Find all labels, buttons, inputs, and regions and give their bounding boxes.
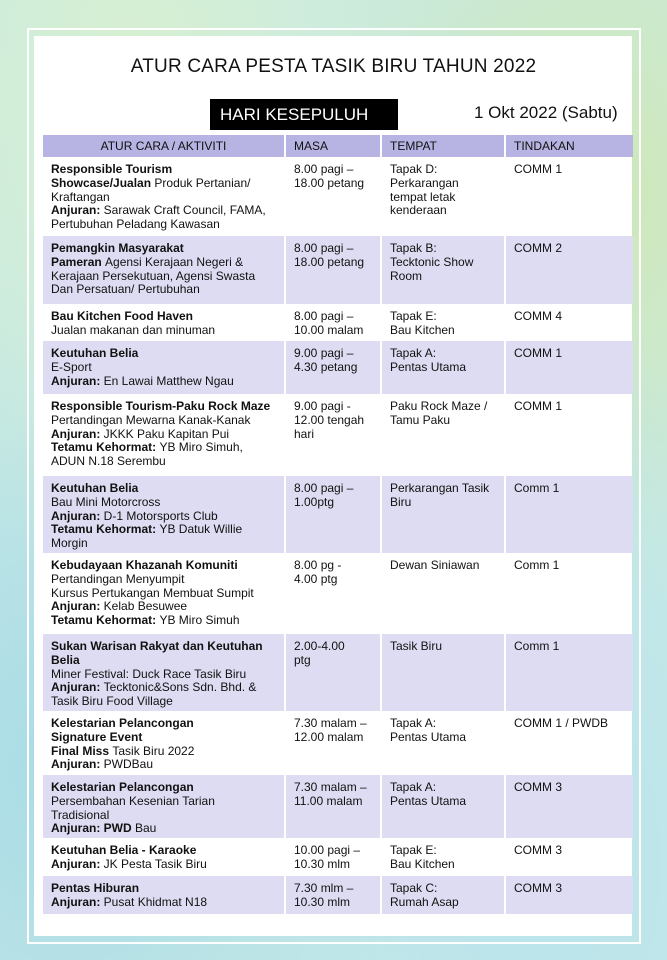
activity-label-bold: Keutuhan Belia: [51, 346, 139, 360]
place-cell: [380, 876, 504, 914]
activity-label-bold: Anjuran:: [51, 599, 104, 614]
activity-line: [51, 204, 276, 218]
time-line: 4.00 ptg: [294, 571, 338, 586]
activity-label-bold: Showcase/Jualan: [51, 175, 155, 190]
activity-text: JK Pesta Tasik Biru: [103, 856, 207, 871]
table-header: [43, 135, 633, 157]
activity-text: Bau: [135, 821, 157, 836]
time-line: 9.00 pagi –: [294, 346, 354, 360]
action-cell: [504, 711, 633, 775]
activity-line: [51, 375, 276, 389]
time-line: 1.00ptg: [294, 494, 335, 509]
activity-cell: [43, 711, 284, 775]
action-cell: [504, 157, 633, 236]
activity-cell: [43, 634, 284, 711]
place-line: Room: [390, 268, 423, 283]
activity-text: Pertandingan Menyumpit: [51, 571, 185, 586]
action-line: COMM 1: [514, 162, 562, 176]
action-line: COMM 3: [514, 780, 562, 794]
time-cell: [284, 476, 380, 553]
place-line: kenderaan: [390, 203, 447, 218]
activity-line: [51, 283, 276, 297]
place-line: Pentas Utama: [390, 359, 467, 374]
activity-line: [51, 882, 276, 896]
activity-text: D-1 Motorsports Club: [103, 508, 218, 523]
activity-label-bold: Kebudayaan Khazanah Komuniti: [51, 558, 238, 572]
action-cell: [504, 236, 633, 304]
header-place: TEMPAT: [380, 135, 504, 157]
time-line: 8.00 pagi –: [294, 481, 354, 495]
action-line: COMM 1 / PWDB: [514, 716, 609, 730]
place-line: Perkarangan Tasik: [390, 481, 490, 495]
activity-label-bold: Anjuran:: [51, 203, 104, 218]
activity-label-bold: Bau Kitchen Food Haven: [51, 309, 194, 323]
activity-label-bold: Pameran: [51, 254, 106, 269]
activity-cell: [43, 394, 284, 476]
time-cell: [284, 876, 380, 914]
action-cell: [504, 553, 633, 634]
table-row: [43, 711, 633, 775]
table-row: [43, 634, 633, 711]
activity-text: Persembahan Kesenian Tarian: [51, 793, 215, 808]
activity-label-bold: Final Miss: [51, 743, 113, 758]
day-label: HARI KESEPULUH: [210, 99, 398, 130]
action-line: Comm 1: [514, 481, 560, 495]
activity-line: [51, 400, 276, 414]
activity-cell: [43, 157, 284, 236]
header-action: TINDAKAN: [504, 135, 633, 157]
place-line: Tapak A:: [390, 780, 437, 794]
activity-label-bold: Anjuran:: [51, 508, 104, 523]
table-row: [43, 304, 633, 341]
action-line: COMM 3: [514, 843, 562, 857]
table-row: [43, 476, 633, 553]
place-line: Rumah Asap: [390, 894, 459, 909]
place-line: Biru: [390, 494, 412, 509]
activity-text: Morgin: [51, 536, 88, 551]
header-activity: ATUR CARA / AKTIVITI: [100, 139, 227, 153]
activity-line: [51, 758, 276, 772]
place-cell: [380, 157, 504, 236]
activity-line: [51, 428, 276, 442]
activity-line: [51, 163, 276, 177]
activity-text: Tecktonic&Sons Sdn. Bhd. &: [103, 680, 257, 695]
date-label: 1 Okt 2022 (Sabtu): [474, 103, 618, 122]
time-line: 8.00 pagi –: [294, 162, 354, 176]
activity-text: Pertubuhan Peladang Kawasan: [51, 217, 220, 232]
activity-line: [51, 310, 276, 324]
activity-label-bold: Anjuran:: [51, 426, 104, 441]
table-row: [43, 838, 633, 876]
activity-text: Sarawak Craft Council, FAMA,: [103, 203, 266, 218]
activity-text: Pertandingan Mewarna Kanak-Kanak: [51, 412, 251, 427]
activity-label-bold: Pemangkin Masyarakat: [51, 241, 184, 255]
action-line: Comm 1: [514, 639, 560, 653]
place-line: Pentas Utama: [390, 729, 467, 744]
activity-line: [51, 347, 276, 361]
activity-label-bold: Tetamu Kehormat:: [51, 522, 160, 537]
activity-label-bold: Kelestarian Pelancongan: [51, 780, 194, 794]
header-time: MASA: [284, 135, 380, 157]
place-line: Bau Kitchen: [390, 322, 455, 337]
schedule-table: [43, 135, 633, 914]
activity-cell: [43, 476, 284, 553]
activity-label-bold: Anjuran:: [51, 894, 104, 909]
time-line: 10.30 mlm: [294, 894, 351, 909]
place-line: Tecktonic Show: [390, 254, 474, 269]
activity-text: Bau Mini Motorcross: [51, 494, 161, 509]
place-line: Tapak E:: [390, 843, 437, 857]
activity-line: [51, 177, 276, 191]
activity-line: [51, 781, 276, 795]
action-cell: [504, 476, 633, 553]
activity-line: [51, 559, 276, 573]
time-cell: [284, 394, 380, 476]
action-cell: [504, 634, 633, 711]
activity-line: [51, 270, 276, 284]
action-cell: [504, 341, 633, 394]
activity-label-bold: Anjuran: PWD: [51, 821, 135, 836]
place-line: Tapak A:: [390, 346, 437, 360]
time-line: 12.00 tengah: [294, 412, 365, 427]
activity-label-bold: Signature Event: [51, 729, 143, 744]
activity-text: Tradisional: [51, 807, 110, 822]
activity-label-bold: Anjuran:: [51, 680, 104, 695]
place-line: Tapak C:: [390, 881, 438, 895]
time-line: 11.00 malam: [294, 793, 363, 808]
table-row: [43, 157, 633, 236]
time-line: 9.00 pagi -: [294, 399, 351, 413]
table-row: [43, 341, 633, 394]
activity-line: [51, 510, 276, 524]
activity-line: [51, 256, 276, 270]
activity-line: [51, 822, 276, 836]
table-row: [43, 553, 633, 634]
place-line: Pentas Utama: [390, 793, 467, 808]
time-line: hari: [294, 426, 315, 441]
time-line: 8.00 pg -: [294, 558, 342, 572]
activity-text: Agensi Kerajaan Negeri &: [105, 254, 244, 269]
table-row: [43, 236, 633, 304]
place-line: Tapak A:: [390, 716, 437, 730]
activity-line: [51, 441, 276, 455]
time-line: 7.30 malam –: [294, 716, 367, 730]
activity-text: ADUN N.18 Serembu: [51, 454, 166, 469]
time-line: 8.00 pagi –: [294, 309, 354, 323]
activity-cell: [43, 876, 284, 914]
activity-text: Tasik Biru 2022: [112, 743, 195, 758]
time-line: 10.00 pagi –: [294, 843, 361, 857]
activity-label-bold: Responsible Tourism-Paku Rock Maze: [51, 399, 271, 413]
action-line: COMM 4: [514, 309, 562, 323]
place-cell: [380, 711, 504, 775]
activity-line: [51, 745, 276, 759]
place-cell: [380, 553, 504, 634]
activity-line: [51, 587, 276, 601]
activity-line: [51, 242, 276, 256]
activity-line: [51, 537, 276, 551]
time-cell: [284, 838, 380, 876]
activity-label-bold: Anjuran:: [51, 373, 104, 388]
time-line: 10.30 mlm: [294, 856, 351, 871]
activity-cell: [43, 775, 284, 838]
activity-label-bold: Tetamu Kehormat:: [51, 613, 160, 628]
activity-line: [51, 640, 276, 654]
activity-line: [51, 795, 276, 809]
activity-text: YB Miro Simuh,: [159, 440, 243, 455]
activity-cell: [43, 304, 284, 341]
activity-label-bold: Anjuran:: [51, 757, 104, 772]
time-cell: [284, 236, 380, 304]
action-line: Comm 1: [514, 558, 560, 572]
time-cell: [284, 553, 380, 634]
action-cell: [504, 838, 633, 876]
place-line: Tasik Biru: [390, 639, 443, 653]
action-cell: [504, 304, 633, 341]
activity-line: [51, 681, 276, 695]
activity-line: [51, 496, 276, 510]
place-cell: [380, 775, 504, 838]
action-line: COMM 3: [514, 881, 562, 895]
activity-label-bold: Sukan Warisan Rakyat dan Keutuhan: [51, 639, 263, 653]
activity-line: [51, 717, 276, 731]
place-cell: [380, 838, 504, 876]
activity-text: Miner Festival: Duck Race Tasik Biru: [51, 666, 247, 681]
time-cell: [284, 341, 380, 394]
activity-text: Tasik Biru Food Village: [51, 694, 173, 709]
activity-line: [51, 414, 276, 428]
activity-text: YB Miro Simuh: [159, 613, 240, 628]
activity-line: [51, 809, 276, 823]
activity-text: Kerajaan Persekutuan, Agensi Swasta: [51, 268, 256, 283]
activity-cell: [43, 553, 284, 634]
time-line: 8.00 pagi –: [294, 241, 354, 255]
time-cell: [284, 711, 380, 775]
activity-text: Jualan makanan dan minuman: [51, 322, 216, 337]
activity-label-bold: Belia: [51, 652, 80, 667]
activity-line: [51, 695, 276, 709]
action-line: COMM 2: [514, 241, 562, 255]
activity-line: [51, 844, 276, 858]
activity-text: JKKK Paku Kapitan Pui: [103, 426, 230, 441]
place-line: tempat letak: [390, 189, 456, 204]
activity-label-bold: Kelestarian Pelancongan: [51, 716, 194, 730]
activity-line: [51, 218, 276, 232]
time-cell: [284, 775, 380, 838]
activity-line: [51, 324, 276, 338]
place-cell: [380, 394, 504, 476]
activity-line: [51, 455, 276, 469]
time-line: 4.30 petang: [294, 359, 358, 374]
time-line: 7.30 malam –: [294, 780, 367, 794]
table-body: [43, 157, 633, 914]
activity-text: YB Datuk Willie: [159, 522, 243, 537]
table-row: [43, 394, 633, 476]
activity-label-bold: Responsible Tourism: [51, 162, 173, 176]
place-line: Tamu Paku: [390, 412, 451, 427]
time-line: 18.00 petang: [294, 175, 365, 190]
activity-line: [51, 614, 276, 628]
activity-text: Kursus Pertukangan Membuat Sumpit: [51, 585, 254, 600]
action-line: COMM 1: [514, 346, 562, 360]
activity-text: Produk Pertanian/: [154, 175, 251, 190]
activity-text: En Lawai Matthew Ngau: [103, 373, 234, 388]
place-line: Bau Kitchen: [390, 856, 455, 871]
activity-text: Kraftangan: [51, 189, 110, 204]
table-row: [43, 876, 633, 914]
activity-text: E-Sport: [51, 359, 92, 374]
activity-label-bold: Tetamu Kehormat:: [51, 440, 160, 455]
activity-line: [51, 654, 276, 668]
page-title: ATUR CARA PESTA TASIK BIRU TAHUN 2022: [130, 56, 537, 77]
place-line: Perkarangan: [390, 175, 459, 190]
activity-line: [51, 573, 276, 587]
place-cell: [380, 341, 504, 394]
action-cell: [504, 394, 633, 476]
activity-line: [51, 523, 276, 537]
action-cell: [504, 876, 633, 914]
time-line: 7.30 mlm –: [294, 881, 354, 895]
time-cell: [284, 634, 380, 711]
place-cell: [380, 304, 504, 341]
action-line: COMM 1: [514, 399, 562, 413]
place-line: Tapak E:: [390, 309, 437, 323]
place-cell: [380, 476, 504, 553]
activity-line: [51, 482, 276, 496]
place-line: Tapak D:: [390, 162, 438, 176]
activity-line: [51, 361, 276, 375]
activity-text: PWDBau: [103, 757, 154, 772]
activity-label-bold: Pentas Hiburan: [51, 881, 140, 895]
time-cell: [284, 157, 380, 236]
place-line: Dewan Siniawan: [390, 558, 480, 572]
action-cell: [504, 775, 633, 838]
activity-cell: [43, 838, 284, 876]
activity-label-bold: Anjuran:: [51, 856, 104, 871]
time-line: 18.00 petang: [294, 254, 365, 269]
activity-line: [51, 600, 276, 614]
place-line: Tapak B:: [390, 241, 437, 255]
time-cell: [284, 304, 380, 341]
time-line: ptg: [294, 652, 311, 667]
activity-label-bold: Keutuhan Belia: [51, 481, 139, 495]
activity-text: Kelab Besuwee: [103, 599, 188, 614]
activity-cell: [43, 341, 284, 394]
activity-line: [51, 731, 276, 745]
place-cell: [380, 634, 504, 711]
time-line: 2.00-4.00: [294, 639, 345, 653]
time-line: 12.00 malam: [294, 729, 364, 744]
activity-line: [51, 668, 276, 682]
activity-line: [51, 858, 276, 872]
place-line: Paku Rock Maze /: [390, 399, 488, 413]
activity-line: [51, 191, 276, 205]
activity-cell: [43, 236, 284, 304]
place-cell: [380, 236, 504, 304]
activity-line: [51, 896, 276, 910]
table-row: [43, 775, 633, 838]
activity-text: Pusat Khidmat N18: [103, 894, 208, 909]
time-line: 10.00 malam: [294, 322, 364, 337]
activity-label-bold: Keutuhan Belia - Karaoke: [51, 843, 197, 857]
activity-text: Dan Persatuan/ Pertubuhan: [51, 282, 200, 297]
